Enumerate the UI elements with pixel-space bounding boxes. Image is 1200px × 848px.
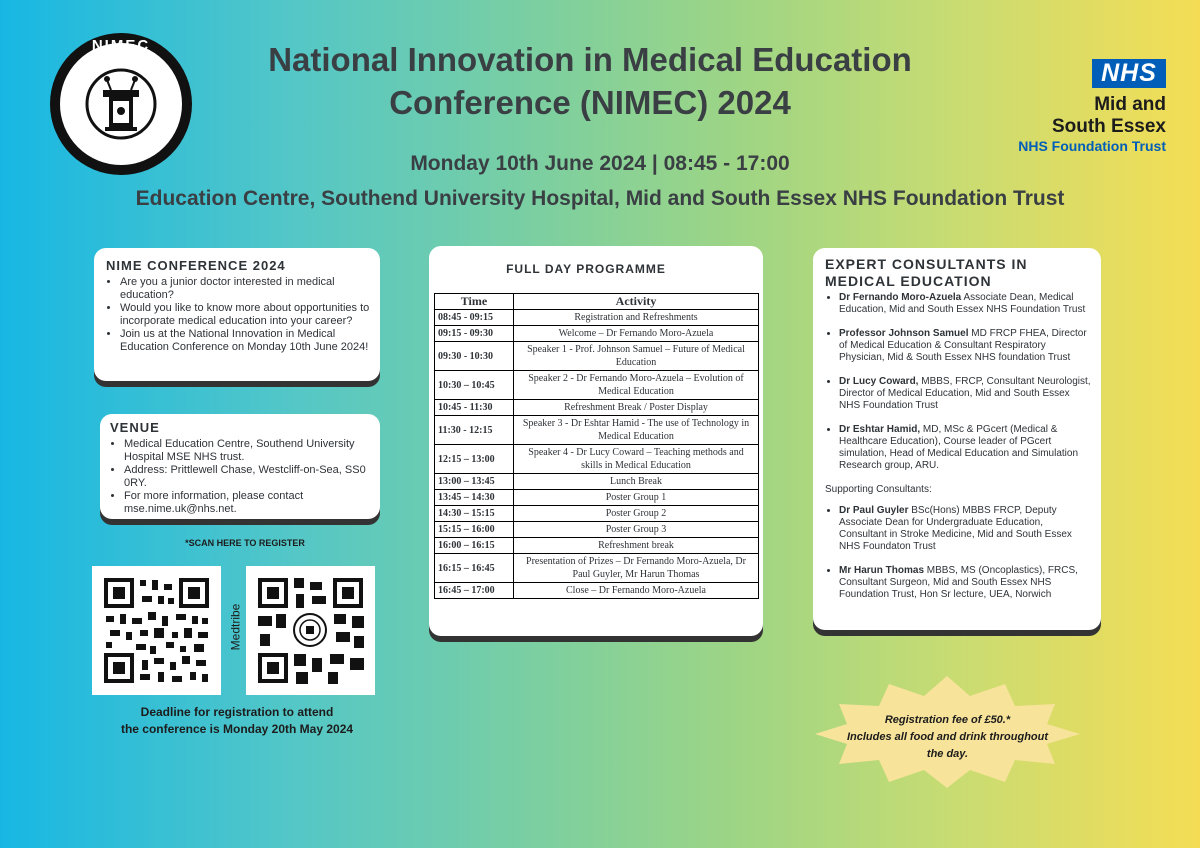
table-row xyxy=(435,554,759,583)
list-item: • Would you like to know more about opportunities to incorporate medical education into your career? xyxy=(120,302,370,328)
expert-name: Mr Harun Thomas xyxy=(839,565,925,576)
nhs-logo: NHS xyxy=(1092,59,1166,88)
row-time: 09:30 - 10:30 xyxy=(435,342,514,371)
nhs-trust-name: NHS Foundation Trust xyxy=(1018,138,1166,154)
row-activity: Speaker 1 - Prof. Johnson Samuel – Future of Medical Education xyxy=(514,342,759,371)
nhs-org-line-1: Mid and xyxy=(1094,94,1166,115)
experts-heading-line-2: MEDICAL EDUCATION xyxy=(825,273,992,289)
deadline-line-1: Deadline for registration to attend xyxy=(140,705,334,719)
experts-list xyxy=(825,292,1091,472)
table-row xyxy=(435,445,759,474)
row-time: 08:45 - 09:15 xyxy=(435,310,514,326)
supporting-label: Supporting Consultants: xyxy=(825,484,932,495)
table-row xyxy=(435,474,759,490)
fee-line-1: Registration fee of £50.* xyxy=(884,714,1011,726)
experts-heading-line-1: EXPERT CONSULTANTS IN xyxy=(825,256,1028,272)
programme-card xyxy=(429,246,763,636)
nhs-org-name xyxy=(1052,94,1166,138)
row-time: 09:15 - 09:30 xyxy=(435,326,514,342)
row-time: 16:45 – 17:00 xyxy=(435,583,514,599)
table-row xyxy=(435,416,759,445)
nimec-logo xyxy=(50,33,192,175)
qr-code-icon xyxy=(92,566,221,695)
row-time: 13:45 – 14:30 xyxy=(435,490,514,506)
expert-name: Dr Lucy Coward, xyxy=(839,376,919,387)
expert-desc: Associate Dean, Medical Education, Mid and South Essex NHS Foundation Trust xyxy=(839,292,1086,315)
expert-desc: MBBS, MS (Oncoplastics), FRCS, Consultant Surgeon, Mid and South Essex NHS Foundation Trust, Hon Sr lecture, UEA, Norwich xyxy=(839,565,1078,600)
logo-text: NIMEC xyxy=(91,37,151,54)
row-activity: Registration and Refreshments xyxy=(514,310,759,326)
scan-label: *SCAN HERE TO REGISTER xyxy=(185,538,305,548)
table-row xyxy=(435,490,759,506)
medtribe-label: Medtribe xyxy=(228,603,243,651)
row-activity: Poster Group 1 xyxy=(514,490,759,506)
row-time: 16:00 – 16:15 xyxy=(435,538,514,554)
row-activity: Speaker 4 - Dr Lucy Coward – Teaching methods and skills in Medical Education xyxy=(514,445,759,474)
list-item: • Join us at the National Innovation in Medical Education Conference on Monday 10th June 2024! xyxy=(120,328,370,354)
experts-heading xyxy=(825,256,1091,290)
expert-name: Dr Paul Guyler xyxy=(839,505,909,516)
list-item: • Medical Education Centre, Southend University Hospital MSE NHS trust. xyxy=(124,438,372,464)
list-item: • For more information, please contact mse.nime.uk@nhs.net. xyxy=(124,490,372,516)
col-activity: Activity xyxy=(514,294,759,310)
nhs-org-line-2: South Essex xyxy=(1051,116,1166,137)
table-row xyxy=(435,538,759,554)
venue-list xyxy=(110,438,372,516)
table-row xyxy=(435,342,759,371)
expert-desc: MD, MSc & PGcert (Medical & Healthcare Education), Course leader of PGcert simulation, Head of Medical Education and Simulation Research group, ARU. xyxy=(839,424,1079,471)
fee-text xyxy=(815,712,1080,763)
row-time: 15:15 – 16:00 xyxy=(435,522,514,538)
expert-name: Dr Eshtar Hamid, xyxy=(839,424,921,435)
row-time: 10:30 – 10:45 xyxy=(435,371,514,400)
list-item xyxy=(839,328,1091,364)
list-item xyxy=(839,424,1091,472)
table-row xyxy=(435,310,759,326)
table-row xyxy=(435,583,759,599)
table-row xyxy=(435,371,759,400)
row-activity: Speaker 2 - Dr Fernando Moro-Azuela – Evolution of Medical Education xyxy=(514,371,759,400)
expert-desc: BSc(Hons) MBBS FRCP, Deputy Associate Dean for Undergraduate Education, Consultant in Stroke Medicine, Mid and South Essex NHS Foundaton Trust xyxy=(839,505,1072,552)
experts-card xyxy=(813,248,1101,630)
row-activity: Poster Group 2 xyxy=(514,506,759,522)
supporting-list xyxy=(825,505,1091,601)
list-item: • Are you a junior doctor interested in medical education? xyxy=(120,276,370,302)
row-activity: Welcome – Dr Fernando Moro-Azuela xyxy=(514,326,759,342)
fee-line-3: the day. xyxy=(926,748,969,760)
expert-name: Dr Fernando Moro-Azuela xyxy=(839,292,962,303)
qr-code-register[interactable] xyxy=(92,566,221,695)
programme-heading: FULL DAY PROGRAMME xyxy=(506,262,666,276)
fee-line-2: Includes all food and drink throughout xyxy=(846,731,1049,743)
table-row xyxy=(435,326,759,342)
row-activity: Speaker 3 - Dr Eshtar Hamid - The use of Technology in Medical Education xyxy=(514,416,759,445)
row-activity: Lunch Break xyxy=(514,474,759,490)
title-line-2: Conference (NIMEC) 2024 xyxy=(389,84,791,121)
expert-desc: MD FRCP FHEA, Director of Medical Education & Consultant Respiratory Physician, Mid & South Essex NHS foundation Trust xyxy=(839,328,1087,363)
expert-name: Professor Johnson Samuel xyxy=(839,328,969,339)
row-time: 10:45 - 11:30 xyxy=(435,400,514,416)
list-item xyxy=(839,505,1091,553)
deadline-line-2: the conference is Monday 20th May 2024 xyxy=(120,722,354,736)
list-item xyxy=(839,292,1091,316)
row-time: 11:30 - 12:15 xyxy=(435,416,514,445)
schedule-table xyxy=(434,293,759,599)
page-title xyxy=(200,38,980,124)
lectern-icon xyxy=(85,68,157,140)
table-header-row xyxy=(435,294,759,310)
row-time: 14:30 – 15:15 xyxy=(435,506,514,522)
conference-card xyxy=(94,248,380,381)
list-item xyxy=(839,376,1091,412)
row-time: 16:15 – 16:45 xyxy=(435,554,514,583)
conference-list xyxy=(106,276,370,354)
list-item: • Address: Prittlewell Chase, Westcliff-on-Sea, SS0 0RY. xyxy=(124,464,372,490)
row-time: 13:00 – 13:45 xyxy=(435,474,514,490)
event-venue: Education Centre, Southend University Hospital, Mid and South Essex NHS Foundation Trust xyxy=(135,187,1065,210)
event-date: Monday 10th June 2024 | 08:45 - 17:00 xyxy=(410,152,790,175)
list-item xyxy=(839,565,1091,601)
fee-badge xyxy=(815,676,1080,788)
row-activity: Refreshment break xyxy=(514,538,759,554)
table-row xyxy=(435,522,759,538)
row-activity: Poster Group 3 xyxy=(514,522,759,538)
venue-card xyxy=(100,414,380,519)
qr-code-icon xyxy=(246,566,375,695)
col-time: Time xyxy=(435,294,514,310)
table-row xyxy=(435,400,759,416)
qr-code-medtribe[interactable] xyxy=(246,566,375,695)
row-activity: Presentation of Prizes – Dr Fernando Moro-Azuela, Dr Paul Guyler, Mr Harun Thomas xyxy=(514,554,759,583)
row-activity: Close – Dr Fernando Moro-Azuela xyxy=(514,583,759,599)
row-time: 12:15 – 13:00 xyxy=(435,445,514,474)
venue-heading: VENUE xyxy=(110,420,160,435)
conference-heading: NIME CONFERENCE 2024 xyxy=(106,258,286,273)
table-row xyxy=(435,506,759,522)
row-activity: Refreshment Break / Poster Display xyxy=(514,400,759,416)
expert-desc: MBBS, FRCP, Consultant Neurologist, Director of Medical Education, Mid and South Essex NHS Foundation Trust xyxy=(839,376,1091,411)
title-line-1: National Innovation in Medical Education xyxy=(268,41,912,78)
registration-deadline xyxy=(92,704,382,738)
